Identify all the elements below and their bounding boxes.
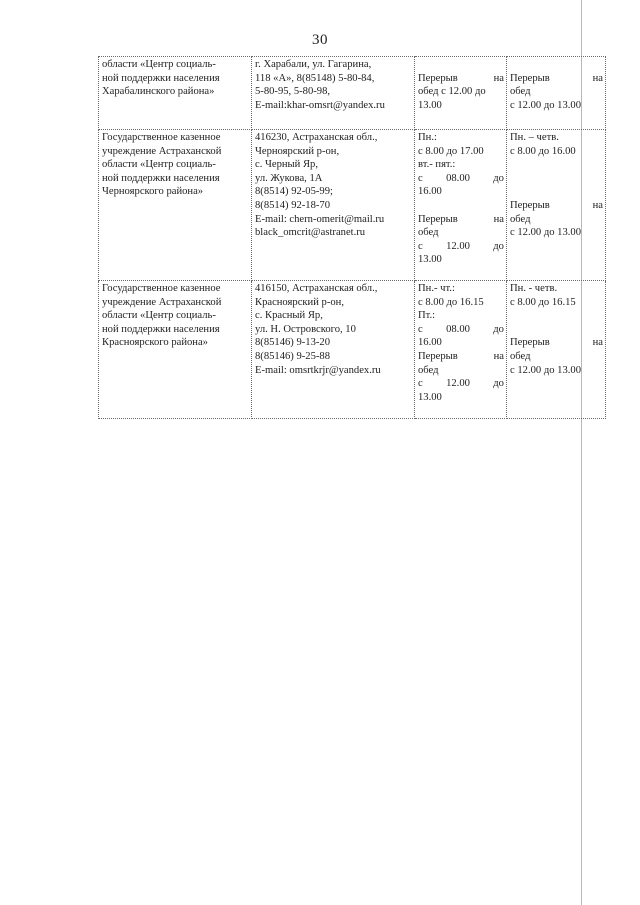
working-hours-cell <box>415 281 507 419</box>
lunch-break-word: обед <box>510 86 531 98</box>
hours-time: с 08.00 до <box>418 323 504 335</box>
days-label: Пн. - четв. <box>510 283 558 294</box>
org-name-cell <box>99 130 252 281</box>
org-name-line: Черноярского района» <box>102 186 204 198</box>
page-number: 30 <box>312 32 328 48</box>
alt-hours-cell <box>507 281 606 419</box>
lunch-break-word: обед <box>418 227 439 239</box>
email-line: black_omcrit@astranet.ru <box>255 227 366 239</box>
lunch-break-label: Перерыв на <box>510 72 603 84</box>
address-line: Черноярский р-он, <box>255 145 340 157</box>
org-name-line: учреждение Астраханской <box>102 296 222 308</box>
address-cell <box>252 57 415 130</box>
hours-end: 16.00 <box>418 186 442 198</box>
address-line: 118 «А», 8(85148) 5-80-84, <box>255 72 375 84</box>
table-row <box>99 57 606 130</box>
phone-line: 8(85146) 9-25-88 <box>255 350 331 362</box>
org-name-line: Красноярского района» <box>102 337 208 349</box>
lunch-break-time: с 12.00 до 13.00 <box>510 227 582 239</box>
lunch-break-time: с 12.00 до <box>418 240 504 252</box>
alt-hours-cell <box>507 130 606 281</box>
org-name-line: Государственное казенное <box>102 132 221 143</box>
lunch-break-label: Перерыв на <box>418 213 504 225</box>
org-name-line: Государственное казенное <box>102 283 221 294</box>
lunch-break-label: Перерыв на <box>510 337 603 349</box>
address-cell <box>252 130 415 281</box>
table-row <box>99 281 606 419</box>
lunch-break-label: Перерыв на <box>418 350 504 362</box>
days-label: вт.- пят.: <box>418 159 456 171</box>
lunch-break-word: обед <box>510 213 531 225</box>
lunch-break-label: Перерыв на <box>418 72 504 84</box>
phone-line: 8(8514) 92-05-99; <box>255 186 333 198</box>
address-line: с. Черный Яр, <box>255 159 318 171</box>
lunch-break-time: с 12.00 до <box>418 378 504 390</box>
org-name-cell <box>99 57 252 130</box>
org-name-line: ной поддержки населения <box>102 172 220 184</box>
org-name-line: ной поддержки населения <box>102 323 220 335</box>
hours-time: с 8.00 до 16.15 <box>418 296 484 308</box>
lunch-break-time: с 12.00 до 13.00 <box>510 364 582 376</box>
lunch-break-word: обед <box>510 350 531 362</box>
org-name-line: учреждение Астраханской <box>102 145 222 157</box>
address-line: г. Харабали, ул. Гагарина, <box>255 59 372 70</box>
address-cell <box>252 281 415 419</box>
hours-time: с 08.00 до <box>418 172 504 184</box>
working-hours-cell <box>415 57 507 130</box>
org-name-line: области «Центр социаль- <box>102 59 216 70</box>
lunch-break-end: 13.00 <box>418 254 442 266</box>
address-line: 5-80-95, 5-80-98, <box>255 86 331 98</box>
phone-line: 8(8514) 92-18-70 <box>255 199 331 211</box>
org-name-line: Харабалинского района» <box>102 86 215 98</box>
org-name-line: ной поддержки населения <box>102 72 220 84</box>
days-label: Пн.- чт.: <box>418 283 455 294</box>
table-row <box>99 130 606 281</box>
address-line: Красноярский р-он, <box>255 296 344 308</box>
hours-time: с 8.00 до 16.00 <box>510 145 576 157</box>
address-line: ул. Н. Островского, 10 <box>255 323 356 335</box>
lunch-break-word: обед <box>418 364 439 376</box>
org-name-line: области «Центр социаль- <box>102 310 216 322</box>
address-line: 416230, Астраханская обл., <box>255 132 378 143</box>
address-line: ул. Жукова, 1А <box>255 172 323 184</box>
email-line: E-mail:khar-omsrt@yandex.ru <box>255 99 385 111</box>
days-label: Пн. – четв. <box>510 132 559 143</box>
phone-line: 8(85146) 9-13-20 <box>255 337 331 349</box>
hours-time: с 8.00 до 16.15 <box>510 296 576 308</box>
org-name-line: области «Центр социаль- <box>102 159 216 171</box>
lunch-break-time: с 12.00 до 13.00 <box>510 99 582 111</box>
address-line: с. Красный Яр, <box>255 310 323 322</box>
working-hours-cell <box>415 130 507 281</box>
lunch-break-label: Перерыв на <box>510 199 603 211</box>
lunch-break-end: 13.00 <box>418 99 442 111</box>
alt-hours-cell <box>507 57 606 130</box>
lunch-break-time: обед с 12.00 до <box>418 86 486 98</box>
email-line: E-mail: chern-omerit@mail.ru <box>255 213 385 225</box>
hours-time: с 8.00 до 17.00 <box>418 145 484 157</box>
days-label: Пт.: <box>418 310 436 322</box>
institutions-table <box>98 56 606 419</box>
email-line: E-mail: omsrtkrjr@yandex.ru <box>255 364 381 376</box>
hours-end: 16.00 <box>418 337 442 349</box>
address-line: 416150, Астраханская обл., <box>255 283 378 294</box>
days-label: Пн.: <box>418 132 437 143</box>
org-name-cell <box>99 281 252 419</box>
lunch-break-end: 13.00 <box>418 391 442 403</box>
